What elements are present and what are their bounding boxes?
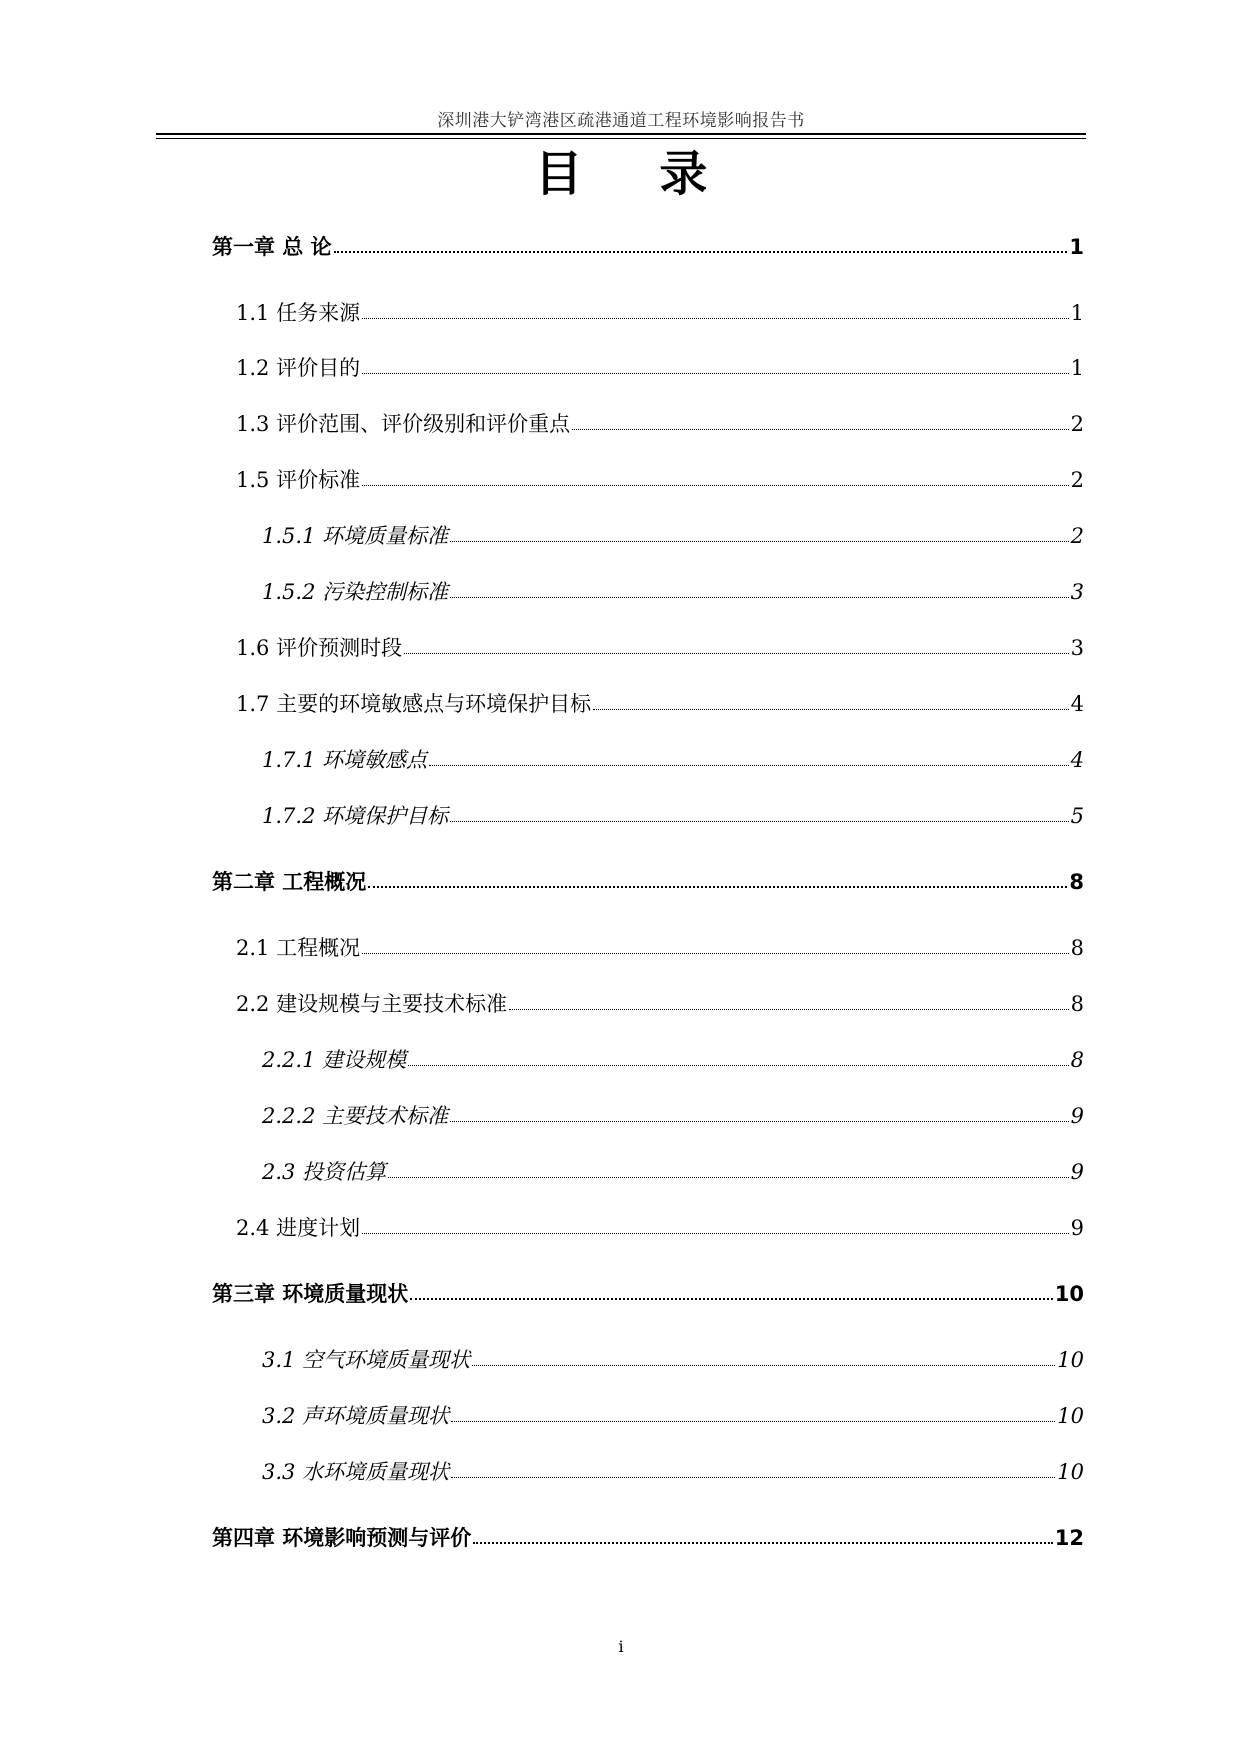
toc-dot-leader bbox=[362, 953, 1069, 954]
toc-entry-sub[interactable] bbox=[262, 744, 1084, 772]
toc-entry-label: 2.2.1 建设规模 bbox=[262, 1048, 407, 1072]
toc-entry-label: 3.1 空气环境质量现状 bbox=[262, 1348, 471, 1372]
header-rule bbox=[156, 133, 1086, 135]
toc-entry-page-number: 1 bbox=[1070, 301, 1084, 325]
toc-entry-sub[interactable] bbox=[262, 1100, 1084, 1128]
running-header: 深圳港大铲湾港区疏港通道工程环境影响报告书 bbox=[437, 111, 805, 131]
toc-entry-page-number: 9 bbox=[1070, 1104, 1084, 1128]
toc-entry-page-number: 4 bbox=[1070, 692, 1084, 716]
toc-entry-label: 1.5.2 污染控制标准 bbox=[262, 580, 449, 604]
toc-entry-sub[interactable] bbox=[262, 800, 1084, 828]
toc-entry-chapter[interactable] bbox=[212, 1522, 1084, 1550]
toc-entry-sub[interactable] bbox=[262, 1400, 1084, 1428]
toc-dot-leader bbox=[368, 886, 1067, 888]
header-rule-secondary bbox=[156, 138, 1086, 139]
toc-entry-label: 1.3 评价范围、评价级别和评价重点 bbox=[236, 412, 571, 436]
page-number: i bbox=[618, 1637, 624, 1656]
toc-entry-label: 2.2.2 主要技术标准 bbox=[262, 1104, 449, 1128]
toc-entry-sub[interactable] bbox=[262, 1344, 1084, 1372]
toc-entry-section[interactable] bbox=[236, 632, 1084, 660]
toc-entry-page-number: 10 bbox=[1054, 1282, 1084, 1306]
toc-entry-label: 1.7.2 环境保护目标 bbox=[262, 804, 449, 828]
toc-dot-leader bbox=[408, 1065, 1069, 1066]
toc-dot-leader bbox=[450, 1121, 1069, 1122]
toc-entry-label: 1.1 任务来源 bbox=[236, 301, 361, 325]
toc-entry-label: 1.2 评价目的 bbox=[236, 356, 361, 380]
toc-entry-label: 1.6 评价预测时段 bbox=[236, 636, 403, 660]
toc-entry-section[interactable] bbox=[236, 1212, 1084, 1240]
toc-entry-page-number: 9 bbox=[1070, 1216, 1084, 1240]
toc-entry-page-number: 10 bbox=[1057, 1460, 1084, 1484]
toc-entry-sub[interactable] bbox=[262, 576, 1084, 604]
toc-dot-leader bbox=[388, 1177, 1069, 1178]
toc-entry-chapter[interactable] bbox=[212, 231, 1084, 259]
toc-entry-label: 3.2 声环境质量现状 bbox=[262, 1404, 450, 1428]
toc-entry-label: 第四章 环境影响预测与评价 bbox=[212, 1526, 472, 1550]
toc-entry-page-number: 2 bbox=[1070, 524, 1084, 548]
toc-dot-leader bbox=[451, 1421, 1055, 1422]
toc-entry-label: 1.5 评价标准 bbox=[236, 468, 361, 492]
toc-entry-page-number: 9 bbox=[1070, 1160, 1084, 1184]
toc-entry-sub[interactable] bbox=[262, 520, 1084, 548]
toc-entry-section[interactable] bbox=[236, 408, 1084, 436]
toc-dot-leader bbox=[451, 1477, 1055, 1478]
toc-entry-label: 3.3 水环境质量现状 bbox=[262, 1460, 450, 1484]
toc-dot-leader bbox=[410, 1298, 1052, 1300]
toc-dot-leader bbox=[509, 1009, 1069, 1010]
toc-entry-page-number: 2 bbox=[1070, 468, 1084, 492]
toc-entry-page-number: 2 bbox=[1070, 412, 1084, 436]
toc-dot-leader bbox=[404, 653, 1069, 654]
toc-dot-leader bbox=[362, 318, 1069, 319]
toc-entry-page-number: 3 bbox=[1070, 636, 1084, 660]
toc-entry-page-number: 12 bbox=[1054, 1526, 1084, 1550]
toc-entry-page-number: 10 bbox=[1057, 1348, 1084, 1372]
toc-entry-page-number: 4 bbox=[1070, 748, 1084, 772]
toc-entry-label: 2.4 进度计划 bbox=[236, 1216, 361, 1240]
toc-entry-label: 2.1 工程概况 bbox=[236, 936, 361, 960]
toc-entry-label: 第一章 总 论 bbox=[212, 235, 332, 259]
toc-entry-page-number: 10 bbox=[1057, 1404, 1084, 1428]
toc-entry-section[interactable] bbox=[236, 988, 1084, 1016]
toc-entry-page-number: 8 bbox=[1069, 870, 1084, 894]
toc-dot-leader bbox=[450, 541, 1069, 542]
toc-dot-leader bbox=[450, 597, 1069, 598]
toc-entry-sub[interactable] bbox=[262, 1456, 1084, 1484]
toc-entry-section[interactable] bbox=[236, 464, 1084, 492]
page-title: 目 录 bbox=[534, 146, 738, 202]
toc-entry-chapter[interactable] bbox=[212, 866, 1084, 894]
toc-dot-leader bbox=[473, 1542, 1052, 1544]
toc-entry-page-number: 5 bbox=[1070, 804, 1084, 828]
toc-entry-page-number: 8 bbox=[1070, 936, 1084, 960]
toc-entry-chapter[interactable] bbox=[212, 1278, 1084, 1306]
toc-entry-sub[interactable] bbox=[262, 1044, 1084, 1072]
toc-entry-page-number: 8 bbox=[1070, 1048, 1084, 1072]
toc-entry-section[interactable] bbox=[236, 352, 1084, 380]
toc-entry-label: 2.3 投资估算 bbox=[262, 1160, 387, 1184]
toc-dot-leader bbox=[362, 485, 1069, 486]
toc-entry-sub[interactable] bbox=[262, 1156, 1084, 1184]
toc-entry-page-number: 1 bbox=[1069, 235, 1084, 259]
toc-entry-label: 第三章 环境质量现状 bbox=[212, 1282, 409, 1306]
toc-entry-section[interactable] bbox=[236, 932, 1084, 960]
toc-dot-leader bbox=[450, 821, 1069, 822]
toc-dot-leader bbox=[334, 251, 1068, 253]
toc-entry-label: 1.5.1 环境质量标准 bbox=[262, 524, 449, 548]
toc-entry-label: 1.7.1 环境敏感点 bbox=[262, 748, 428, 772]
toc-entry-section[interactable] bbox=[236, 688, 1084, 716]
toc-entry-label: 第二章 工程概况 bbox=[212, 870, 367, 894]
toc-entry-page-number: 8 bbox=[1070, 992, 1084, 1016]
toc-entry-label: 1.7 主要的环境敏感点与环境保护目标 bbox=[236, 692, 592, 716]
toc-dot-leader bbox=[429, 765, 1069, 766]
toc-dot-leader bbox=[593, 709, 1069, 710]
toc-dot-leader bbox=[362, 1233, 1069, 1234]
toc-dot-leader bbox=[572, 429, 1069, 430]
toc-entry-page-number: 3 bbox=[1070, 580, 1084, 604]
toc-entry-label: 2.2 建设规模与主要技术标准 bbox=[236, 992, 508, 1016]
toc-dot-leader bbox=[362, 373, 1069, 374]
toc-entry-section[interactable] bbox=[236, 297, 1084, 325]
toc-entry-page-number: 1 bbox=[1070, 356, 1084, 380]
toc-dot-leader bbox=[472, 1365, 1055, 1366]
